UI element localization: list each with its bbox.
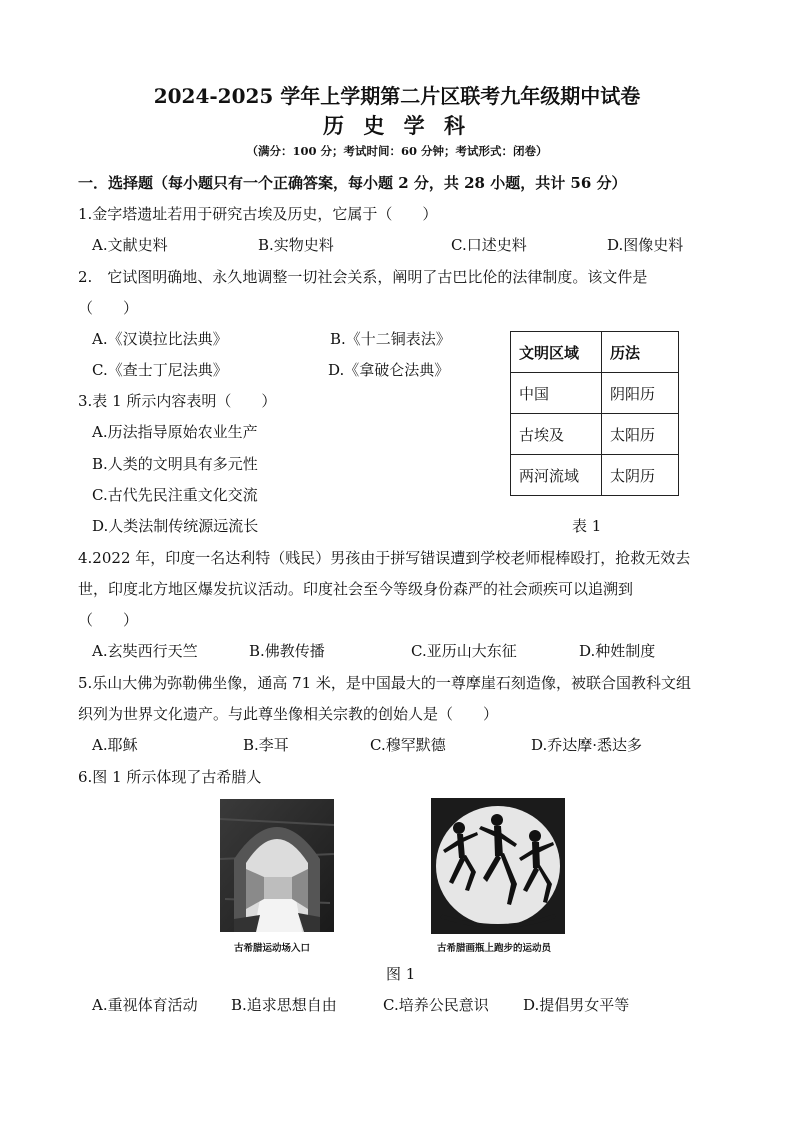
table-cell: 中国 <box>511 373 602 414</box>
q2-stem-line1: 2. 它试图明确地、永久地调整一切社会关系，阐明了古巴比伦的法律制度。该文件是 <box>78 268 648 286</box>
table-row <box>511 455 679 496</box>
q6-option-d: D.提倡男女平等 <box>523 996 630 1014</box>
table-cell: 太阳历 <box>602 414 679 455</box>
q1-option-a: A.文献史料 <box>92 236 168 254</box>
q4-option-b: B.佛教传播 <box>249 642 325 660</box>
subject-title: 历 史 学 科 <box>323 113 471 138</box>
exam-meta: （满分：100 分；考试时间：60 分钟；考试形式：闭卷） <box>246 144 548 158</box>
table-header-row <box>511 332 679 373</box>
q6-option-a: A.重视体育活动 <box>92 996 198 1014</box>
table-cell: 两河流域 <box>511 455 602 496</box>
q2-option-d: D.《拿破仑法典》 <box>328 361 450 379</box>
q3-option-b: B.人类的文明具有多元性 <box>92 455 258 473</box>
figure-caption: 图 1 <box>386 965 416 983</box>
q1-stem: 1.金字塔遗址若用于研究古埃及历史，它属于（ ） <box>78 205 438 223</box>
q2-option-b: B.《十二铜表法》 <box>330 330 451 348</box>
table-caption: 表 1 <box>572 517 602 535</box>
image1-caption: 古希腊运动场入口 <box>234 943 311 954</box>
table-cell: 阴阳历 <box>602 373 679 414</box>
q3-option-a: A.历法指导原始农业生产 <box>92 423 258 441</box>
q1-option-b: B.实物史料 <box>258 236 334 254</box>
stadium-entrance-image <box>220 799 334 932</box>
section-heading: 一．选择题（每小题只有一个正确答案，每小题 2 分，共 28 小题，共计 56 分） <box>78 174 627 192</box>
table-row <box>511 373 679 414</box>
q5-option-a: A.耶稣 <box>92 736 138 754</box>
exam-title: 2024-2025 学年上学期第二片区联考九年级期中试卷 <box>153 84 641 108</box>
calendar-table <box>510 331 679 496</box>
q4-stem-line2: 世，印度北方地区爆发抗议活动。印度社会至今等级身份森严的社会顽疾可以追溯到 <box>78 580 634 598</box>
q6-option-c: C.培养公民意识 <box>383 996 489 1014</box>
q3-stem: 3.表 1 所示内容表明（ ） <box>78 392 277 410</box>
image2-caption: 古希腊画瓶上跑步的运动员 <box>437 943 552 954</box>
q4-option-c: C.亚历山大东征 <box>411 642 517 660</box>
q4-stem-line1: 4.2022 年，印度一名达利特（贱民）男孩由于拼写错误遭到学校老师棍棒殴打，抢救无效去 <box>78 549 691 567</box>
q5-option-d: D.乔达摩·悉达多 <box>531 736 643 754</box>
q1-option-d: D.图像史料 <box>607 236 684 254</box>
q2-option-c: C.《查士丁尼法典》 <box>92 361 228 379</box>
q5-option-b: B.李耳 <box>243 736 289 754</box>
q5-stem-line1: 5.乐山大佛为弥勒佛坐像，通高 71 米，是中国最大的一尊摩崖石刻造像，被联合国教科文组 <box>78 674 691 692</box>
q5-stem-line2: 织列为世界文化遗产。与此尊坐像相关宗教的创始人是（ ） <box>78 705 499 723</box>
table-header-calendar: 历法 <box>602 332 679 373</box>
q3-option-c: C.古代先民注重文化交流 <box>92 486 258 504</box>
q4-option-a: A.玄奘西行天竺 <box>92 642 198 660</box>
table-header-region: 文明区域 <box>511 332 602 373</box>
q2-option-a: A.《汉谟拉比法典》 <box>92 330 228 348</box>
q5-option-c: C.穆罕默德 <box>370 736 446 754</box>
q6-option-b: B.追求思想自由 <box>231 996 337 1014</box>
q6-stem: 6.图 1 所示体现了古希腊人 <box>78 768 262 786</box>
table-cell: 太阴历 <box>602 455 679 496</box>
q4-stem-line3: （ ） <box>78 611 139 629</box>
q4-option-d: D.种姓制度 <box>579 642 656 660</box>
q3-option-d: D.人类法制传统源远流长 <box>92 517 259 535</box>
table-cell: 古埃及 <box>511 414 602 455</box>
vase-runners-image <box>431 798 565 934</box>
table-row <box>511 414 679 455</box>
q1-option-c: C.口述史料 <box>451 236 527 254</box>
q2-stem-line2: （ ） <box>78 299 139 317</box>
